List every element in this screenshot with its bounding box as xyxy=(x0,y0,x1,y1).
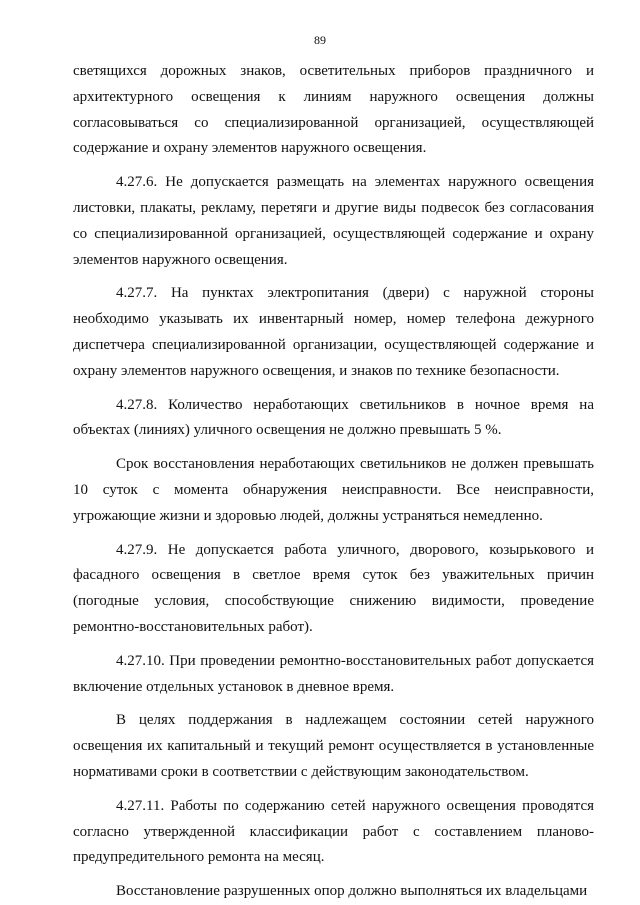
paragraph-restoration-term: Срок восстановления неработающих светильников не должен превышать 10 суток с момента обнаружения неисправности. Все неисправности, угрожающие жизни и здоровью людей, должны устраняться немедленно. xyxy=(73,456,594,524)
paragraph-4-27-6: 4.27.6. Не допускается размещать на элементах наружного освещения листовки, плакаты, рекламу, перетяги и другие виды подвесок без согласования со специализированной организацией, осуществляющей содержание и охрану элементов наружного освещения. xyxy=(73,174,594,268)
paragraph-network-maintenance: В целях поддержания в надлежащем состоянии сетей наружного освещения их капитальный и текущий ремонт осуществляется в установленные нормативами сроки в соответствии с действующим законодательством. xyxy=(73,712,594,780)
paragraph-pole-restoration: Восстановление разрушенных опор должно выполняться их владельцами xyxy=(116,883,588,900)
paragraph-4-27-9: 4.27.9. Не допускается работа уличного, дворового, козырькового и фасадного освещения в светлое время суток без уважительных причин (погодные условия, способствующие снижению видимости, проведение ремонтно-восстановительных работ). xyxy=(73,541,594,635)
page-number: 89 xyxy=(314,33,326,47)
paragraph-4-27-7: 4.27.7. На пунктах электропитания (двери) с наружной стороны необходимо указывать их инвентарный номер, номер телефона дежурного диспетчера специализированной организации, осуществляющей содержание и охрану элементов наружного освещения, и знаков по технике безопасности. xyxy=(73,285,594,379)
paragraph-4-27-8: 4.27.8. Количество неработающих светильников в ночное время на объектах (линиях) уличного освещения не должно превышать 5 %. xyxy=(73,396,594,439)
paragraph-4-27-10: 4.27.10. При проведении ремонтно-восстановительных работ допускается включение отдельных установок в дневное время. xyxy=(73,652,594,695)
paragraph-4-27-11: 4.27.11. Работы по содержанию сетей наружного освещения проводятся согласно утвержденной классификации работ с составлением планово-предупредительного ремонта на месяц. xyxy=(73,797,594,866)
document-body xyxy=(73,59,594,905)
paragraph-continuation: светящихся дорожных знаков, осветительных приборов праздничного и архитектурного освещения к линиям наружного освещения должны согласовываться со специализированной организацией, осуществляющей содержание и охрану элементов наружного освещения. xyxy=(73,63,594,157)
